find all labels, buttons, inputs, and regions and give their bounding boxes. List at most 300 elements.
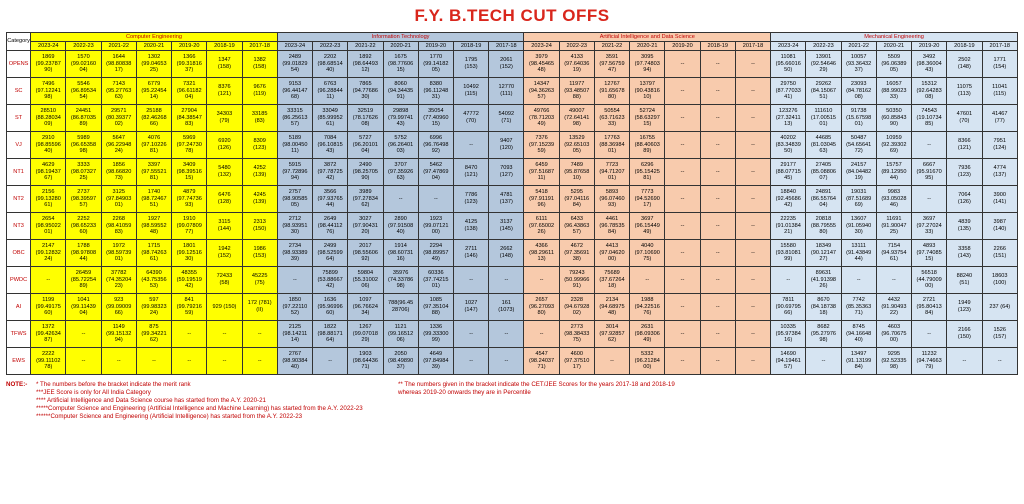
category-label: NT2 xyxy=(7,186,31,213)
cutoff-cell: 7084 (96.10815 43) xyxy=(313,132,348,159)
cutoff-cell: 11075 (113) xyxy=(947,78,982,105)
cutoff-cell: 2125 (98.14211 14) xyxy=(277,321,312,348)
cutoff-cell: 11977 (93.48507 88) xyxy=(559,78,594,105)
cutoff-cell: -- xyxy=(207,321,242,348)
cutoff-cell: 33315 (86.25613 57) xyxy=(277,105,312,132)
cutoff-cell: 18603 (100) xyxy=(982,267,1018,294)
year-header: 2019-20 xyxy=(912,42,947,51)
cutoff-cell: 3697 (96.15449 49) xyxy=(630,213,665,240)
cutoff-cell: 1770 (99.14182 05) xyxy=(418,51,453,78)
note-line: ***JEE Score is only for All India Category xyxy=(36,389,151,396)
cutoff-cell: 2737 (98.39597 57) xyxy=(66,186,101,213)
cutoff-cell: 9153 (96.44147 68) xyxy=(277,78,312,105)
cutoff-cell: -- xyxy=(66,348,101,375)
cutoff-cell: 6667 (95.91670 95) xyxy=(912,159,947,186)
cutoff-cell: 1914 (98.60731 16) xyxy=(383,240,418,267)
cutoff-cell: 5509 (96.06389 05) xyxy=(876,51,911,78)
cutoff-cell: 11691 (91.90047 25) xyxy=(876,213,911,240)
cutoff-cell: 1715 (98.74263 61) xyxy=(136,240,171,267)
cutoff-cell: 7786 (123) xyxy=(453,186,488,213)
cutoff-cell: 6459 (97.51687 11) xyxy=(524,159,559,186)
cutoff-cell: 28510 (88.28034 09) xyxy=(31,105,66,132)
year-header: 2021-22 xyxy=(101,42,136,51)
cutoff-cell: 1788 (98.97808 44) xyxy=(66,240,101,267)
cutoff-cell: -- xyxy=(735,78,770,105)
cutoff-cell: 8380 (96.11248 31) xyxy=(418,78,453,105)
year-header: 2022-23 xyxy=(313,42,348,51)
cutoff-cell: 7951 (124) xyxy=(982,132,1018,159)
cutoff-cell: 7936 (123) xyxy=(947,159,982,186)
cutoff-cell: 2294 (98.89957 49) xyxy=(418,240,453,267)
cutoff-cell: 5915 (97.72896 94) xyxy=(277,159,312,186)
cutoff-cell: 1121 (99.16512 06) xyxy=(383,321,418,348)
cutoff-cell: 7143 (95.27763 63) xyxy=(101,78,136,105)
cutoff-cell: 4125 (138) xyxy=(453,213,488,240)
cutoff-cell: 6296 (95.15425 81) xyxy=(630,159,665,186)
notes-label: NOTE:- xyxy=(6,381,28,388)
cutoff-cell: 5893 (96.07460 93) xyxy=(594,186,629,213)
cutoff-cell: 75689 (37.67264 18) xyxy=(594,267,629,294)
category-header: Category xyxy=(7,33,31,51)
cutoff-cell: -- xyxy=(453,348,488,375)
cutoff-cell: 7489 (95.87658 10) xyxy=(559,159,594,186)
category-label: VJ xyxy=(7,132,31,159)
cutoff-cell: 1675 (98.77606 15) xyxy=(383,51,418,78)
table-row xyxy=(7,348,1018,375)
branch-header: Computer Engineering xyxy=(31,33,278,42)
cutoff-cell: 2268 (98.41059 83) xyxy=(101,213,136,240)
cutoff-cell: -- xyxy=(665,186,700,213)
notes-right xyxy=(398,381,818,397)
cutoff-cell: 5727 (96.20101 04) xyxy=(348,132,383,159)
cutoff-cell: 13901 (92.54646 29) xyxy=(806,51,841,78)
cutoff-cell: 12767 (91.65678 80) xyxy=(594,78,629,105)
cutoff-cell: 20818 (88.79555 80) xyxy=(806,213,841,240)
cutoff-cell: 29898 (79.99741 43) xyxy=(383,105,418,132)
cutoff-cell: -- xyxy=(771,267,806,294)
cutoff-cell: 19031 (87.51689 69) xyxy=(841,186,876,213)
cutoff-cell: 2156 (99.13280 61) xyxy=(31,186,66,213)
cutoff-cell: 60336 (37.74215 01) xyxy=(418,267,453,294)
cutoff-cell: 4245 (139) xyxy=(242,186,277,213)
cutoff-cell: 35976 (74.33786 98) xyxy=(383,267,418,294)
cutoff-cell: 9676 (119) xyxy=(242,78,277,105)
cutoff-cell: 5752 (96.26401 03) xyxy=(383,132,418,159)
cutoff-cell: 13529 (92.65103 05) xyxy=(559,132,594,159)
cutoff-cell: 49766 (78.71203 49) xyxy=(524,105,559,132)
year-header: 2021-22 xyxy=(348,42,383,51)
cutoff-cell: 5647 (96.22948 24) xyxy=(101,132,136,159)
year-header: 2018-19 xyxy=(700,42,735,51)
cutoff-cell: -- xyxy=(700,213,735,240)
cutoff-cell: 2490 (98.25705 90) xyxy=(348,159,383,186)
cutoff-cell: 8376 (121) xyxy=(207,78,242,105)
cutoff-cell: 15312 (92.64283 08) xyxy=(912,78,947,105)
year-header: 2020-21 xyxy=(383,42,418,51)
cutoff-cell: -- xyxy=(700,240,735,267)
cutoff-cell: 11041 (115) xyxy=(982,78,1018,105)
cutoff-cell: 2657 (96.27093 80) xyxy=(524,294,559,321)
year-header: 2022-23 xyxy=(66,42,101,51)
cutoff-cell: 1942 (152) xyxy=(207,240,242,267)
note-line: ** The numbers given in the bracket indicate the CET/JEE Scores for the years 2017-18 and 2018-19 xyxy=(398,381,675,388)
category-label: TFWS xyxy=(7,321,31,348)
cutoff-cell: 4547 (98.24037 71) xyxy=(524,348,559,375)
cutoff-cell: 56518 (44.79009 00) xyxy=(912,267,947,294)
cutoff-cell: -- xyxy=(524,321,559,348)
cutoff-cell: 3409 (98.39516 15) xyxy=(172,159,207,186)
cutoff-cell: -- xyxy=(31,267,66,294)
cutoff-cell: 1795 (153) xyxy=(453,51,488,78)
cutoff-cell: 74543 (19.10734 85) xyxy=(912,105,947,132)
cutoff-cell: 5332 (96.21284 00) xyxy=(630,348,665,375)
cutoff-cell: 8366 (121) xyxy=(947,132,982,159)
cutoff-cell: 5989 (96.65358 98) xyxy=(66,132,101,159)
year-header: 2019-20 xyxy=(665,42,700,51)
year-header: 2023-24 xyxy=(31,42,66,51)
cutoff-cell: 15757 (89.12950 44) xyxy=(876,159,911,186)
cutoff-cell: 3137 (145) xyxy=(489,213,524,240)
cutoff-cell: 5189 (98.00450 11) xyxy=(277,132,312,159)
cutoff-cell: 3707 (97.35926 63) xyxy=(383,159,418,186)
cutoff-cell: 2649 (98.44112 76) xyxy=(313,213,348,240)
cutoff-cell: 50350 (60.85843 90) xyxy=(876,105,911,132)
cutoff-cell: 2489 (99.01829 54) xyxy=(277,51,312,78)
cutoff-cell: 1336 (99.33300 99) xyxy=(418,321,453,348)
cutoff-cell: 89631 (41.91398 26) xyxy=(806,267,841,294)
cutoff-cell: 4133 (97.64036 19) xyxy=(559,51,594,78)
cutoff-cell: 40202 (83.34839 50) xyxy=(771,132,806,159)
cutoff-cell: -- xyxy=(700,105,735,132)
cutoff-cell: 3125 (97.84903 01) xyxy=(101,186,136,213)
note-line: whereas 2019-20 onwards they are in Percentile xyxy=(398,389,531,396)
cutoff-cell: 7154 (94.93754 61) xyxy=(876,240,911,267)
cutoff-cell: -- xyxy=(665,78,700,105)
cutoff-cell: 4040 (97.10690 75) xyxy=(630,240,665,267)
cutoff-cell: -- xyxy=(735,267,770,294)
cutoff-cell: 34303 (79) xyxy=(207,105,242,132)
cutoff-cell: 37782 (74.35204 23) xyxy=(101,267,136,294)
year-header: 2017-18 xyxy=(982,42,1018,51)
cutoff-cell: 18840 (92.45686 42) xyxy=(771,186,806,213)
cutoff-cell: 18349 (90.12147 27) xyxy=(806,240,841,267)
cutoff-cell: 44685 (81.03045 63) xyxy=(806,132,841,159)
cutoff-cell: -- xyxy=(841,267,876,294)
cutoff-cell: 7496 (97.12241 98) xyxy=(31,78,66,105)
cutoff-cell: 4774 (137) xyxy=(982,159,1018,186)
cutoff-cell: -- xyxy=(735,348,770,375)
table-row xyxy=(7,186,1018,213)
cutoff-cell: 1771 (154) xyxy=(982,51,1018,78)
cutoff-cell: -- xyxy=(277,267,312,294)
cutoff-cell: -- xyxy=(665,132,700,159)
cutoff-cell: -- xyxy=(735,213,770,240)
cutoff-cell: 72433 (58) xyxy=(207,267,242,294)
category-label: ST xyxy=(7,105,31,132)
cutoff-cell: 2266 (151) xyxy=(982,240,1018,267)
cutoff-cell: 123276 (27.32411 13) xyxy=(771,105,806,132)
cutoff-cell: 1199 (99.49175 60) xyxy=(31,294,66,321)
cutoff-cell: -- xyxy=(700,321,735,348)
cutoff-cell: 4413 (97.04620 00) xyxy=(594,240,629,267)
cutoff-cell: -- xyxy=(453,321,488,348)
cutoff-cell: -- xyxy=(136,348,171,375)
cutoff-cell: -- xyxy=(700,78,735,105)
cutoff-cell: -- xyxy=(912,186,947,213)
category-label: SC xyxy=(7,78,31,105)
cutoff-cell: -- xyxy=(594,348,629,375)
cutoff-cell: 161 (1073) xyxy=(489,294,524,321)
cutoff-cell: 5295 (97.04116 84) xyxy=(559,186,594,213)
table-row xyxy=(7,78,1018,105)
cutoff-cell: 841 (99.79216 59) xyxy=(172,294,207,321)
cutoff-cell: 7742 (85.35363 71) xyxy=(841,294,876,321)
cutoff-cell: 4839 (135) xyxy=(947,213,982,240)
note-line: ******Computer Science and Engineering (Artificial Intelligence) has started from the A.Y. 2022-23 xyxy=(36,413,303,420)
cutoff-cell: 6779 (95.22454 14) xyxy=(136,78,171,105)
cutoff-cell: -- xyxy=(982,348,1018,375)
cutoff-cell: 1892 (98.64493 12) xyxy=(348,51,383,78)
cutoff-cell: 2631 (98.09306 49) xyxy=(630,321,665,348)
cutoff-cell: -- xyxy=(700,51,735,78)
cutoff-cell: -- xyxy=(665,240,700,267)
cutoff-cell: 47601 (70) xyxy=(947,105,982,132)
category-label: OPENS xyxy=(7,51,31,78)
cutoff-cell: 2222 (99.11102 78) xyxy=(31,348,66,375)
cutoff-cell: 1986 (153) xyxy=(242,240,277,267)
cutoff-cell: -- xyxy=(665,294,700,321)
cutoff-cell: 45225 (75) xyxy=(242,267,277,294)
cutoff-cell: 1923 (99.07121 00) xyxy=(418,213,453,240)
cutoff-cell: 111610 (17.00515 01) xyxy=(806,105,841,132)
cutoff-cell: 88240 (51) xyxy=(947,267,982,294)
cutoff-cell: 32519 (78.17626 08) xyxy=(348,105,383,132)
cutoff-cell: -- xyxy=(665,159,700,186)
cutoff-cell: 59804 (55.31002 06) xyxy=(348,267,383,294)
cutoff-cell: 15580 (93.81081 99) xyxy=(771,240,806,267)
cutoff-cell: 29262 (84.15067 51) xyxy=(806,78,841,105)
cutoff-cell: 3987 (140) xyxy=(982,213,1018,240)
cutoff-cell: 1856 (98.66820 73) xyxy=(101,159,136,186)
note-line: * The numbers before the bracket indicate the merit rank xyxy=(36,381,191,388)
cutoff-cell: 3014 (97.92857 62) xyxy=(594,321,629,348)
cutoff-cell: 27904 (84.38547 83) xyxy=(172,105,207,132)
cutoff-cell: 4603 (96.70675 00) xyxy=(876,321,911,348)
cutoff-cell: 13607 (91.05940 30) xyxy=(841,213,876,240)
year-header: 2018-19 xyxy=(947,42,982,51)
cutoff-cell: 10057 (93.36432 37) xyxy=(841,51,876,78)
cutoff-cell: -- xyxy=(630,267,665,294)
cutoff-cell: 50487 (54.65641 72) xyxy=(841,132,876,159)
cutoff-cell: -- xyxy=(700,294,735,321)
page-title: F.Y. B.TECH CUT OFFS xyxy=(414,6,610,25)
year-header: 2017-18 xyxy=(489,42,524,51)
table-row xyxy=(7,294,1018,321)
cutoff-cell: -- xyxy=(735,159,770,186)
year-header: 2020-21 xyxy=(630,42,665,51)
cutoff-cell: 41467 (77) xyxy=(982,105,1018,132)
cutoff-cell: 64390 (43.75356 53) xyxy=(136,267,171,294)
cutoff-cell: 17763 (88.36984 01) xyxy=(594,132,629,159)
year-header: 2020-21 xyxy=(876,42,911,51)
cutoff-cell: -- xyxy=(207,348,242,375)
cutoff-cell: 52724 (58.63297 15) xyxy=(630,105,665,132)
cutoff-cell: 8309 (123) xyxy=(242,132,277,159)
cutoff-cell: 33185 (83) xyxy=(242,105,277,132)
cutoff-cell: 3591 (97.56759 47) xyxy=(594,51,629,78)
year-header: 2022-23 xyxy=(806,42,841,51)
cutoff-cell: 6763 (96.28844 11) xyxy=(313,78,348,105)
cutoff-cell: 7773 (94.52690 17) xyxy=(630,186,665,213)
cutoff-cell: 8682 (95.27976 98) xyxy=(806,321,841,348)
cutoff-cell: 4366 (98.29611 13) xyxy=(524,240,559,267)
cutoff-cell: 75899 (53.88667 42) xyxy=(313,267,348,294)
cutoff-cell: -- xyxy=(735,51,770,78)
cutoff-cell: -- xyxy=(700,159,735,186)
category-label: NT1 xyxy=(7,159,31,186)
cutoff-cell: 2499 (98.52599 64) xyxy=(313,240,348,267)
cutoff-cell: 4781 (137) xyxy=(489,186,524,213)
cutoff-cell: 3989 (97.27834 62) xyxy=(348,186,383,213)
table-row xyxy=(7,159,1018,186)
cutoff-cell: 237 (64) xyxy=(982,294,1018,321)
cutoff-cell: 4629 (98.19437 67) xyxy=(31,159,66,186)
cutoff-cell: 4672 (97.35691 38) xyxy=(559,240,594,267)
cutoff-cell: 1347 (158) xyxy=(207,51,242,78)
cutoff-cell: 1972 (98.59739 01) xyxy=(101,240,136,267)
year-header: 2018-19 xyxy=(453,42,488,51)
cutoff-cell: 1382 (158) xyxy=(242,51,277,78)
cutoff-cell: 25188 (82.46268 66) xyxy=(136,105,171,132)
cutoff-cell: 1927 (98.59552 48) xyxy=(136,213,171,240)
cutoff-cell: -- xyxy=(735,105,770,132)
cutoff-cell: 6111 (97.65002 26) xyxy=(524,213,559,240)
cutoff-cell: 8745 (94.16648 40) xyxy=(841,321,876,348)
cutoff-cell: 3115 (144) xyxy=(207,213,242,240)
cutoff-cell: 23093 (84.78162 08) xyxy=(841,78,876,105)
cutoff-cell: 4432 (91.90493 22) xyxy=(876,294,911,321)
cutoff-cell: -- xyxy=(172,321,207,348)
year-header: 2017-18 xyxy=(735,42,770,51)
cutoff-cell: 6996 (96.76498 92) xyxy=(418,132,453,159)
cutoff-cell: 2890 (97.91508 40) xyxy=(383,213,418,240)
cutoff-cell: 3095 (97.74803 94) xyxy=(630,51,665,78)
cutoff-cell: 2662 (148) xyxy=(489,240,524,267)
cutoff-cell: 3492 (98.36004 43) xyxy=(912,51,947,78)
cutoff-cell: 1302 (99.04653 25) xyxy=(136,51,171,78)
cutoff-cell: 1910 (99.07809 77) xyxy=(172,213,207,240)
cutoff-cell: 48355 (59.19519 42) xyxy=(172,267,207,294)
cutoff-cell: 11081 (95.66016 50) xyxy=(771,51,806,78)
cutoff-cell: 13111 (91.43849 44) xyxy=(841,240,876,267)
cutoff-cell: 1949 (123) xyxy=(947,294,982,321)
cutoff-cell: 2910 (98.85596 40) xyxy=(31,132,66,159)
cutoff-cell: 2734 (98.93389 39) xyxy=(277,240,312,267)
cutoff-cell: -- xyxy=(383,186,418,213)
cutoff-cell: 2202 (98.68514 40) xyxy=(313,51,348,78)
cutoff-cell: -- xyxy=(700,348,735,375)
cutoff-cell: 172 (781) (II) xyxy=(242,294,277,321)
cutoff-cell: 3397 (97.55521 81) xyxy=(136,159,171,186)
cutoff-cell: 16755 (88.40603 89) xyxy=(630,132,665,159)
cutoff-cell: 2252 (98.65233 60) xyxy=(66,213,101,240)
category-label: NT3 xyxy=(7,213,31,240)
year-header: 2023-24 xyxy=(524,42,559,51)
cutoff-table xyxy=(6,32,1018,375)
cutoff-cell: 2134 (94.68975 48) xyxy=(594,294,629,321)
cutoff-cell: 79243 (50.99966 91) xyxy=(559,267,594,294)
cutoff-cell: 1801 (99.12516 30) xyxy=(172,240,207,267)
cutoff-cell: 3900 (141) xyxy=(982,186,1018,213)
cutoff-cell: 1850 (97.22110 52) xyxy=(277,294,312,321)
cutoff-cell: 26459 (85.72254 89) xyxy=(66,267,101,294)
cutoff-cell: 7321 (96.61182 04) xyxy=(172,78,207,105)
cutoff-cell: 2773 (98.38433 75) xyxy=(559,321,594,348)
cutoff-cell: 6476 (128) xyxy=(207,186,242,213)
cutoff-cell: 3566 (97.93765 44) xyxy=(313,186,348,213)
year-header: 2020-21 xyxy=(136,42,171,51)
cutoff-cell: 35054 (77.40960 15) xyxy=(418,105,453,132)
cutoff-cell: -- xyxy=(735,186,770,213)
cutoff-cell: 1526 (157) xyxy=(982,321,1018,348)
year-header: 2023-24 xyxy=(771,42,806,51)
cutoff-cell: 1988 (94.22516 76) xyxy=(630,294,665,321)
cutoff-cell: -- xyxy=(453,267,488,294)
cutoff-cell: -- xyxy=(806,348,841,375)
cutoff-cell: 2654 (98.95022 01) xyxy=(31,213,66,240)
cutoff-cell: 8670 (84.18738 18) xyxy=(806,294,841,321)
cutoff-cell: 2166 (150) xyxy=(947,321,982,348)
cutoff-cell: 1869 (99.23787 90) xyxy=(31,51,66,78)
cutoff-cell: 929 (150) xyxy=(207,294,242,321)
cutoff-cell: 4649 (97.84984 39) xyxy=(418,348,453,375)
note-line: **** Artificial Intelligence and Data Science course has started from the A.Y. 2020-21 xyxy=(36,397,266,404)
cutoff-cell: 5969 (97.24730 78) xyxy=(172,132,207,159)
cutoff-cell: 3027 (97.90431 20) xyxy=(348,213,383,240)
cutoff-cell: 27405 (85.08806 07) xyxy=(806,159,841,186)
cutoff-cell: 5480 (132) xyxy=(207,159,242,186)
category-label: EWS xyxy=(7,348,31,375)
cutoff-cell: 3979 (98.45465 48) xyxy=(524,51,559,78)
notes-section xyxy=(6,381,1018,441)
category-label: OBC xyxy=(7,240,31,267)
year-header: 2017-18 xyxy=(242,42,277,51)
cutoff-cell: 24891 (86.55764 04) xyxy=(806,186,841,213)
cutoff-cell: 3697 (97.27024 33) xyxy=(912,213,947,240)
cutoff-cell: 2711 (146) xyxy=(453,240,488,267)
cutoff-cell: 91738 (15.67598 01) xyxy=(841,105,876,132)
table-row xyxy=(7,240,1018,267)
cutoff-cell: 54092 (71) xyxy=(489,105,524,132)
cutoff-cell: 1740 (98.72467 51) xyxy=(136,186,171,213)
cutoff-cell: 5418 (97.91191 96) xyxy=(524,186,559,213)
cutoff-cell: 7064 (126) xyxy=(947,186,982,213)
cutoff-cell: -- xyxy=(735,132,770,159)
cutoff-cell: 7723 (94.71207 01) xyxy=(594,159,629,186)
cutoff-cell: 1267 (99.07018 29) xyxy=(348,321,383,348)
year-header: 2021-22 xyxy=(841,42,876,51)
cutoff-cell: 24451 (86.87035 89) xyxy=(66,105,101,132)
cutoff-cell: 7376 (97.15239 59) xyxy=(524,132,559,159)
cutoff-cell: 2050 (98.49890 37) xyxy=(383,348,418,375)
branch-header: Information Technology xyxy=(277,33,524,42)
branch-header: Mechanical Engineering xyxy=(771,33,1018,42)
cutoff-cell: 4600 (97.37510 17) xyxy=(559,348,594,375)
cutoff-cell: 7093 (127) xyxy=(489,159,524,186)
cutoff-cell: 923 (99.09009 66) xyxy=(101,294,136,321)
cutoff-cell: -- xyxy=(242,348,277,375)
cutoff-cell: -- xyxy=(735,321,770,348)
